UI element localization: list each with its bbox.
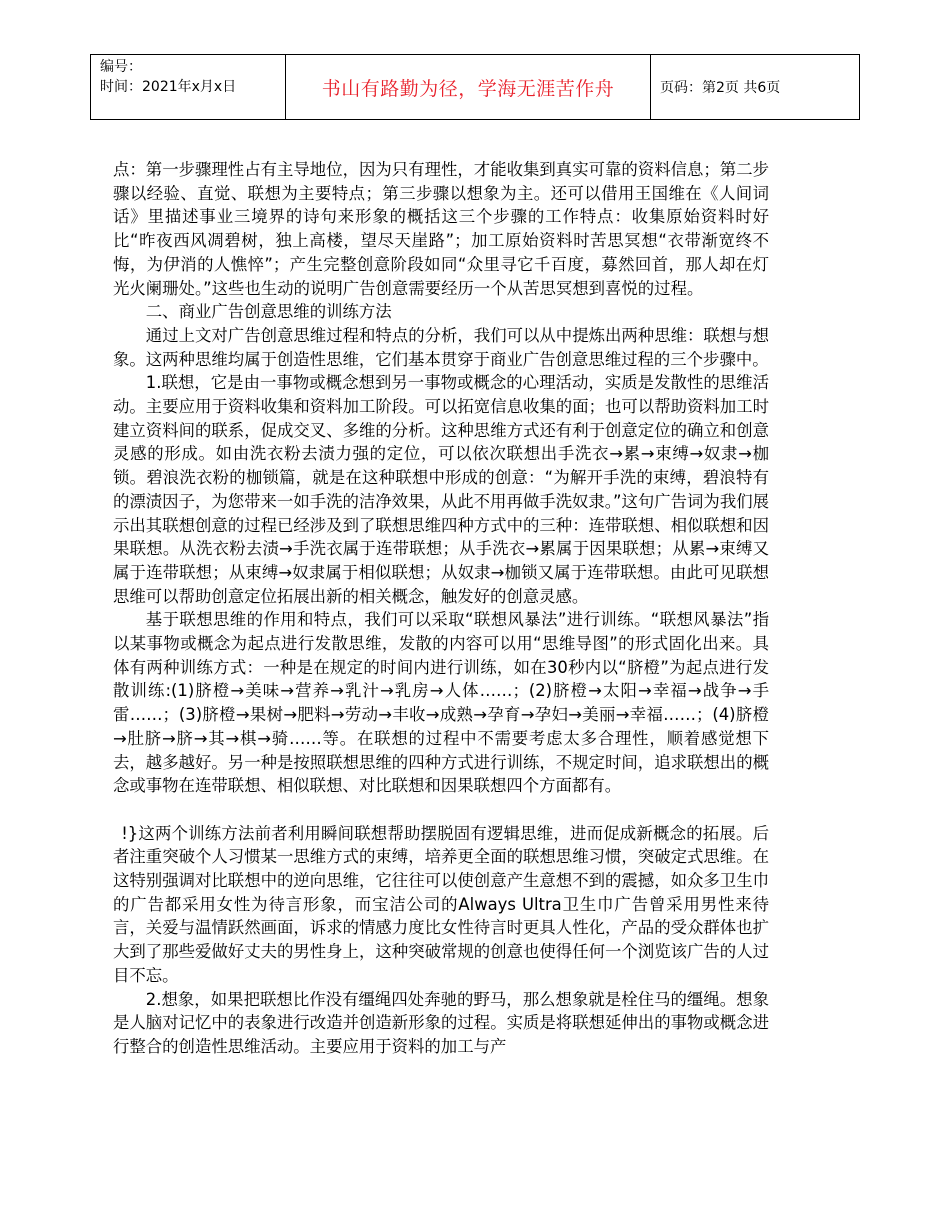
- body-paragraph: 1.联想，它是由一事物或概念想到另一事物或概念的心理活动，实质是发散性的思维活动。主要应用于资料收集和资料加工阶段。可以拓宽信息收集的面；也可以帮助资料加工时建立资料间的联系，促成交叉、多维的分析。这种思维方式还有利于创意定位的确立和创意灵感的形成。如由洗衣粉去渍力强的定位，可以依次联想出手洗衣→累→束缚→奴隶→枷锁。碧浪洗衣粉的枷锁篇，就是在这种联想中形成的创意：“为解开手洗的束缚，碧浪特有的漂渍因子，为您带来一如手洗的洁净效果，从此不用再做手洗奴隶。”这句广告词为我们展示出其联想创意的过程已经涉及到了联想思维四种方式中的三种：连带联想、相似联想和因果联想。从洗衣粉去渍→手洗衣属于连带联想；从手洗衣→累属于因果联想；从累→束缚又属于连带联想；从束缚→奴隶属于相似联想；从奴隶→枷锁又属于连带联想。由此可见联想思维可以帮助创意定位拓展出新的相关概念，触发好的创意灵感。: [113, 373, 769, 606]
- body-paragraph: 基于联想思维的作用和特点，我们可以采取“联想风暴法”进行训练。“联想风暴法”指以某事物或概念为起点进行发散思维，发散的内容可以用“思维导图”的形式固化出来。具体有两种训练方式：一种是在规定的时间内进行训练，如在30秒内以“脐橙”为起点进行发散训练:(1)脐橙→美味→营养→乳汁→乳房→人体……；(2)脐橙→太阳→幸福→战争→手雷……；(3)脐橙→果树→肥料→劳动→丰收→成熟→孕育→孕妇→美丽→幸福……；(4)脐橙→肚脐→脐→其→棋→骑……等。在联想的过程中不需要考虑太多合理性，顺着感觉想下去，越多越好。另一种是按照联想思维的四种方式进行训练，不规定时间，追求联想出的概念或事物在连带联想、相似联想、对比联想和因果联想四个方面都有。: [113, 610, 769, 796]
- header-motto: 书山有路勤为径，学海无涯苦作舟: [321, 77, 615, 100]
- page-header: [90, 54, 860, 120]
- header-page-cell: [651, 55, 859, 119]
- document-date-label: 时间：2021年x月x日: [100, 79, 237, 95]
- body-paragraph: 点：第一步骤理性占有主导地位，因为只有理性，才能收集到真实可靠的资料信息；第二步骤以经验、直觉、联想为主要特点；第三步骤以想象为主。还可以借用王国维在《人间词话》里描述事业三境界的诗句来形象的概括这三个步骤的工作特点：收集原始资料时好比“昨夜西风凋碧树，独上高楼，望尽天崖路”；加工原始资料时苦思冥想“衣带渐宽终不悔，为伊消的人憔悴”；产生完整创意阶段如同“众里寻它千百度，募然回首，那人却在灯光火阑珊处。”这些也生动的说明广告创意需要经历一个从苦思冥想到喜悦的过程。: [113, 160, 769, 298]
- section-heading: 二、商业广告创意思维的训练方法: [145, 302, 392, 322]
- paragraph-gap: [113, 798, 769, 822]
- body-paragraph: 通过上文对广告创意思维过程和特点的分析，我们可以从中提炼出两种思维：联想与想象。这两种思维均属于创造性思维，它们基本贯穿于商业广告创意思维过程的三个步骤中。: [113, 325, 769, 369]
- header-meta-cell: [91, 55, 286, 119]
- body-paragraph: 2.想象，如果把联想比作没有缰绳四处奔驰的野马，那么想象就是栓住马的缰绳。想象是人脑对记忆中的表象进行改造并创造新形象的过程。实质是将联想延伸出的事物或概念进行整合的创造性思维活动。主要应用于资料的加工与产: [113, 989, 769, 1056]
- header-motto-cell: [286, 55, 651, 119]
- page-number-label: 页码：第2页 共6页: [660, 80, 781, 96]
- document-body: [113, 158, 769, 1059]
- body-paragraph: !}这两个训练方法前者利用瞬间联想帮助摆脱固有逻辑思维，进而促成新概念的拓展。后者注重突破个人习惯某一思维方式的束缚，培养更全面的联想思维习惯，突破定式思维。在这特别强调对比联想中的逆向思维，它往往可以使创意产生意想不到的震撼，如众多卫生巾的广告都采用女性为待言形象，而宝洁公司的Always Ultra卫生巾广告曾采用男性来待言，关爱与温情跃然画面，诉求的情感力度比女性待言时更具人性化，产品的受众群体也扩大到了那些爱做好丈夫的男性身上，这种突破常规的创意也使得任何一个浏览该广告的人过目不忘。: [113, 823, 769, 985]
- document-number-label: 编号：: [100, 59, 142, 75]
